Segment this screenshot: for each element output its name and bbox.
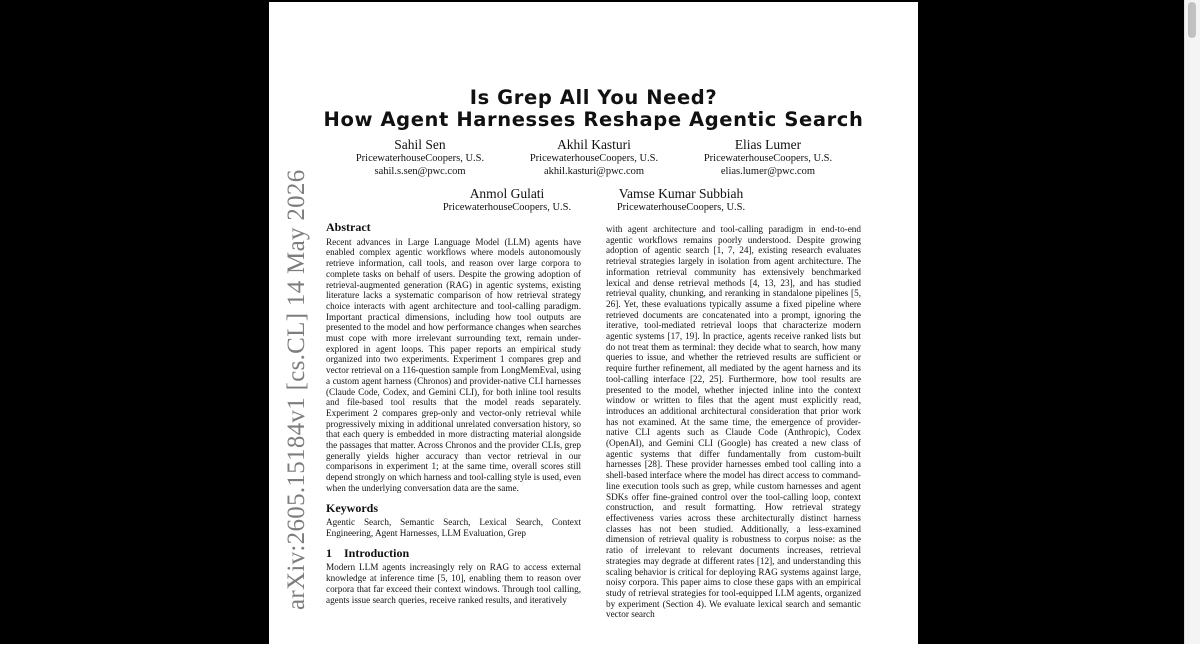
scrollbar-thumb[interactable]: [1188, 2, 1196, 38]
keywords-text: Agentic Search, Semantic Search, Lexical Search, Context Engineering, Agent Harnesses, LLM Evaluation, Grep: [326, 517, 581, 538]
author-block: [325, 138, 515, 179]
author-block: [412, 187, 602, 214]
keywords-heading: Keywords: [326, 500, 378, 515]
author-affiliation: PricewaterhouseCoopers, U.S.: [703, 152, 833, 164]
author-block: [499, 138, 689, 179]
author-affiliation: PricewaterhouseCoopers, U.S.: [442, 201, 572, 213]
author-email: akhil.kasturi@pwc.com: [543, 166, 645, 177]
author-name: Akhil Kasturi: [557, 137, 631, 152]
abstract-text: Recent advances in Large Language Model (LLM) agents have enabled complex agentic workflows where models autonomously retrieve information, call tools, and reason over large corpora to complete tasks on behalf of users. Despite the growing adoption of retrieval-augmented generation (RAG) in agentic systems, existing literature lacks a systematic comparison of how retrieval strategy choice interacts with agent architecture and tool-calling paradigm. Important practical dimensions, including how tool outputs are presented to the model and how performance changes when searches must cope with more irrelevant surrounding text, remain under-explored in agent loops. This paper reports an empirical study organized into two experiments. Experiment 1 compares grep and vector retrieval on a 116-question sample from LongMemEval, using a custom agent harness (Chronos) and provider-native CLI harnesses (Claude Code, Codex, and Gemini CLI), for both inline tool results and file-based tool results that the model reads separately. Experiment 2 compares grep-only and vector-only retrieval while progressively mixing in additional unrelated conversation history, so that each query is embedded in more distracting material alongside the passages that matter. Across Chronos and the provider CLIs, grep generally yields higher accuracy than vector retrieval in our comparisons in experiment 1; at the same time, overall scores still depend strongly on which harness and tool-calling style is used, even when the underlying conversation data are the same.: [326, 236, 581, 493]
author-block: [673, 138, 863, 179]
section-number: 1: [326, 545, 332, 560]
pdf-page: [269, 2, 918, 662]
abstract-heading: Abstract: [326, 220, 371, 234]
author-affiliation: PricewaterhouseCoopers, U.S.: [529, 152, 659, 164]
introduction-heading: [326, 545, 581, 560]
paper-title-line-2: How Agent Harnesses Reshape Agentic Search: [323, 108, 864, 131]
paper-title-line-1: Is Grep All You Need?: [469, 86, 718, 109]
vertical-scrollbar[interactable]: [1184, 0, 1200, 644]
author-email: sahil.s.sen@pwc.com: [374, 166, 466, 177]
section-title: Introduction: [344, 545, 410, 560]
author-affiliation: PricewaterhouseCoopers, U.S.: [355, 152, 485, 164]
author-affiliation: PricewaterhouseCoopers, U.S.: [616, 201, 746, 213]
author-name: Sahil Sen: [394, 137, 446, 152]
author-email: elias.lumer@pwc.com: [720, 166, 816, 177]
introduction-text: Modern LLM agents increasingly rely on RAG to access external knowledge at inference time [5, 10], enabling them to reason over corpora that far exceed their context windows. Through tool calling, agents issue search queries, receive ranked results, and iteratively: [326, 562, 581, 605]
author-name: Anmol Gulati: [469, 186, 545, 201]
arxiv-identifier-stamp: arXiv:2605.15184v1 [cs.CL] 14 May 2026: [283, 169, 310, 610]
right-column: [606, 224, 861, 620]
author-name: Elias Lumer: [734, 137, 802, 152]
author-name: Vamse Kumar Subbiah: [618, 186, 744, 201]
right-column-text: with agent architecture and tool-calling paradigm in end-to-end agentic workflows remains poorly understood. Despite growing adoption of agentic search [1, 7, 24], existing research evaluates retrieval strategies largely in isolation from agent architecture. The information retrieval community has extensively benchmarked lexical and dense retrieval methods [4, 13, 23], and has studied retrieval quality, chunking, and reranking in standalone pipelines [5, 26]. Yet, these evaluations typically assume a fixed pipeline where retrieved documents are concatenated into a prompt, ignoring the iterative, tool-mediated retrieval loops that characterize modern agentic systems [17, 19]. In practice, agents receive ranked lists but do not treat them as terminal: they decide what to search, how many queries to issue, and whether the retrieved results are sufficient or require further refinement, all mediated by the agent harness and its tool-calling interface [22, 25]. Furthermore, how tool results are presented to the model, whether injected inline into the context window or written to files that the agent must explicitly read, introduces an additional architectural consideration that prior work has not examined. At the same time, the emergence of provider-native CLI agents such as Claude Code (Anthropic), Codex (OpenAI), and Gemini CLI (Google) has created a new class of agentic systems that differ fundamentally from custom-built harnesses [28]. These provider harnesses embed tool calling into a shell-based interface where the model has direct access to command-line execution tools such as grep, while custom harnesses and agent SDKs offer fine-grained control over the tool-calling loop, context construction, and result formatting. How retrieval strategy effectiveness varies across these architecturally distinct harness classes has not been studied. Additionally, a less-examined dimension of retrieval quality is robustness to corpus noise: as the ratio of irrelevant to relevant documents increases, retrieval strategies may degrade at different rates [12], and understanding this scaling behavior is critical for deploying RAG systems against large, noisy corpora. This paper aims to close these gaps with an empirical study of retrieval strategies for tool-equipped LLM agents, organized by experiment (Section 4). We evaluate lexical search and semantic vector search: [606, 224, 861, 620]
left-column: [326, 222, 581, 605]
author-block: [586, 187, 776, 214]
